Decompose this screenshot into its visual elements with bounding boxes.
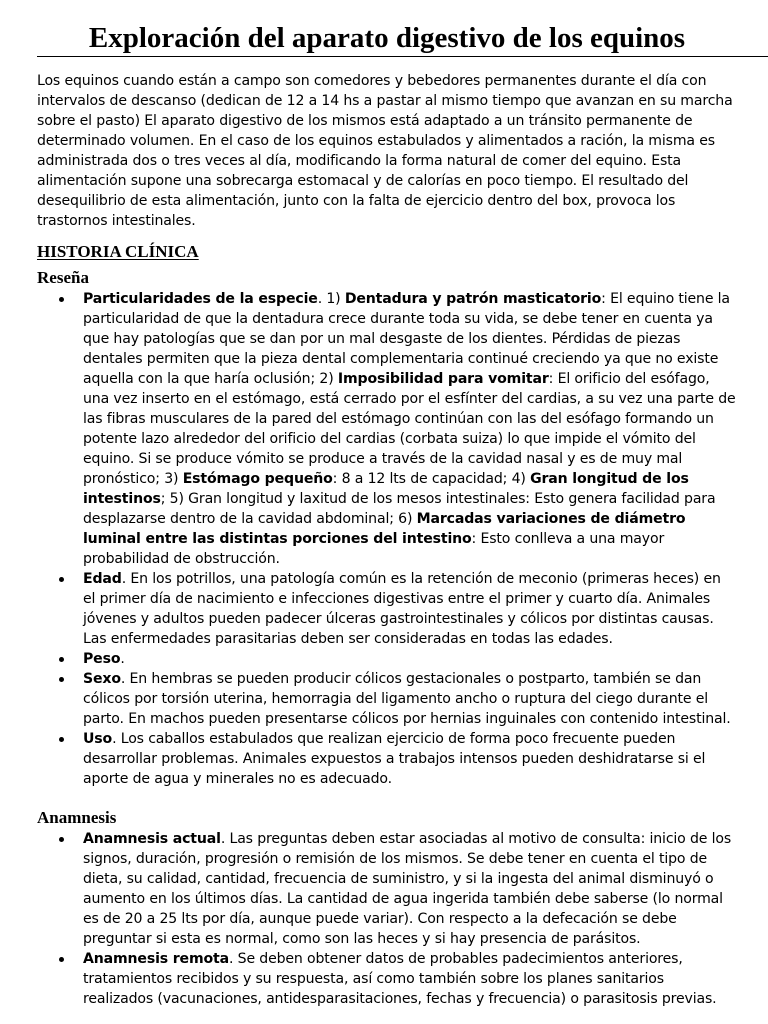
subheading-anamnesis: Anamnesis [37,808,117,827]
item-label: Edad [83,571,122,587]
item-bold-term: Dentadura y patrón masticatorio [344,291,602,307]
list-item-anamnesis-actual [83,829,737,949]
bullet-icon [59,297,64,302]
page-title: Exploración del aparato digestivo de los equinos [88,22,686,54]
bullet-icon [59,677,64,682]
item-label: Anamnesis actual [83,831,221,847]
item-bold-term: Gran longitud de los intestinos [83,471,689,507]
resena-list [37,289,737,789]
item-text: : El equino tiene la particularidad de que la dentadura crece durante toda su vida, se debe tener en cuenta ya que hay patologías que se dan por un mal desgaste de los dientes. Pérdidas de piezas dentales permiten que la pieza dental complementaria continué creciendo ya que no existe aquella con la que haría oclusión; 2) [83,291,730,387]
item-label: Uso [83,731,113,747]
bullet-icon [59,957,64,962]
intro-paragraph: Los equinos cuando están a campo son comedores y bebedores permanentes durante el día con intervalos de descanso (dedican de 12 a 14 hs a pastar al mismo tiempo que avanzan en su marcha sobre el pasto) El aparato digestivo de los mismos está adaptado a un tránsito permanente de determinado volumen. En el caso de los equinos estabulados y alimentados a ración, la misma es administrada dos o tres veces al día, modificando la forma natural de comer del equino. Esta alimentación supone una sobrecarga estomacal y de calorías en poco tiempo. El resultado del desequilibrio de esta alimentación, junto con la falta de ejercicio dentro del box, provoca los trastornos intestinales. [37,73,733,229]
anamnesis-list [37,829,737,1009]
item-bold-term: Estómago pequeño [182,471,333,487]
item-text: . En hembras se pueden producir cólicos gestacionales o postparto, también se dan cólicos por torsión uterina, hemorragia del ligamento ancho o ruptura del ciego durante el parto. En machos pueden presentarse cólicos por hernias inguinales con contenido intestinal. [83,671,731,727]
subheading-resena: Reseña [37,268,89,287]
bullet-icon [59,737,64,742]
list-item-anamnesis-remota [83,949,737,1009]
section-heading-historia-clinica: HISTORIA CLÍNICA [37,242,199,261]
list-item-peso [83,649,737,669]
title-divider [37,56,768,57]
list-item-especie [83,289,737,569]
item-bold-term: Marcadas variaciones de diámetro luminal entre las distintas porciones del intestino [83,511,686,547]
item-label: Anamnesis remota [83,951,229,967]
bullet-icon [59,837,64,842]
item-text: : Esto conlleva a una mayor probabilidad de obstrucción. [83,531,665,567]
item-label: Peso [83,651,121,667]
item-text: : El orificio del esófago, una vez inserto en el estómago, está cerrado por el esfínter del cardias, a su vez una parte de las fibras musculares de la pared del estómago continúan con las del esófago formando un potente lazo alrededor del orificio del cardias (corbata suiza) lo que impide el vómito del equino. Si se produce vómito se produce a través de la cavidad nasal y es de muy mal pronóstico; 3) [83,371,736,487]
item-text: . Las preguntas deben estar asociadas al motivo de consulta: inicio de los signos, duración, progresión o remisión de los mismos. Se debe tener en cuenta el tipo de dieta, su calidad, cantidad, frecuencia de suministro, y si la ingesta del animal disminuyó o aumento en los últimos días. La cantidad de agua ingerida también debe saberse (lo normal es de 20 a 25 lts por día, aunque puede variar). Con respecto a la defecación se debe preguntar si esta es normal, como son las heces y si hay presencia de parásitos. [83,831,732,947]
item-text: . [120,651,125,667]
document-page [37,20,737,1009]
item-label: Sexo [83,671,121,687]
item-text: ; 5) Gran longitud y laxitud de los mesos intestinales: Esto genera facilidad para desplazarse dentro de la cavidad abdominal; 6) [83,491,716,527]
bullet-icon [59,577,64,582]
item-text: : 8 a 12 lts de capacidad; 4) [332,471,531,487]
item-text: . Los caballos estabulados que realizan ejercicio de forma poco frecuente pueden desarrollar problemas. Animales expuestos a trabajos intensos pueden deshidratarse si el aporte de agua y minerales no es adecuado. [83,731,706,787]
bullet-icon [59,657,64,662]
list-item-sexo [83,669,737,729]
item-text: . 1) [317,291,345,307]
list-item-edad [83,569,737,649]
item-text: . En los potrillos, una patología común es la retención de meconio (primeras heces) en el primer día de nacimiento e infecciones digestivas entre el primer y cuarto día. Animales jóvenes y adultos pueden padecer úlceras gastrointestinales y cólicos por distintas causas. Las enfermedades parasitarias deben ser consideradas en todas las edades. [83,571,721,647]
item-bold-term: Imposibilidad para vomitar [337,371,549,387]
item-text: . Se deben obtener datos de probables padecimientos anteriores, tratamientos recibidos y su respuesta, así como también sobre los planes sanitarios realizados (vacunaciones, antidesparasitaciones, fechas y frecuencia) o parasitosis previas. [83,951,717,1007]
item-label: Particularidades de la especie [83,291,318,307]
list-item-uso [83,729,737,789]
